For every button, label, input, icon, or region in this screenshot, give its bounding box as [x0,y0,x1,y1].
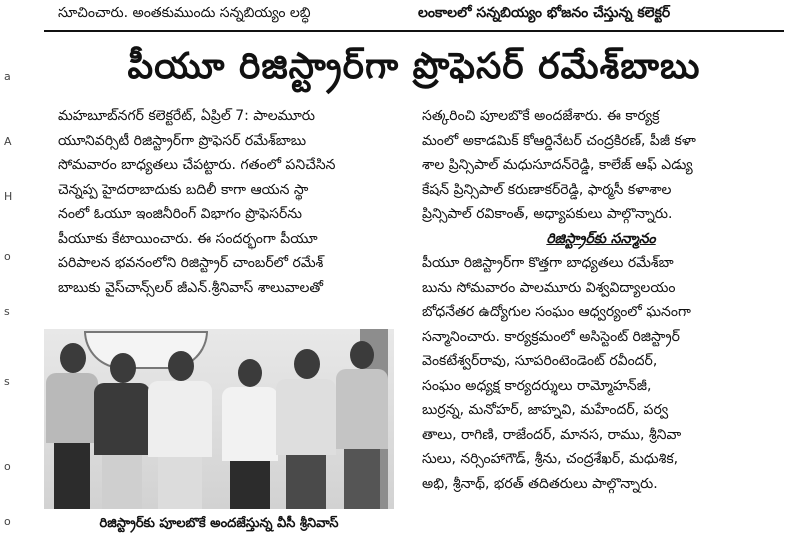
paragraph-line: బును సోమవారం పాలమూరు విశ్వవిద్యాలయం [422,279,676,296]
right-column [422,104,780,496]
paragraph-line: చెన్నప్ప హైదరాబాదుకు బదిలీ కాగా ఆయన స్థా [58,181,309,198]
margin-mark: A [4,135,12,148]
paragraph-line: పరిపాలన భవనంలోని రిజిస్ట్రార్ చాంబర్‌లో రమేశ్ [58,255,324,271]
paragraph-line: సన్మానించారు. కార్యక్రమంలో అసిస్టెంట్ రిజిస్ట్రార్ [422,328,680,345]
paragraph-line: శాల ప్రిన్సిపాల్ మధుసూదన్‌రెడ్డి, కాలేజ్ ఆఫ్ ఎడ్యు [422,157,693,173]
paragraph-line: వెంకటేశ్వర్‌రావు, సూపరింటెండెంట్ రవీందర్, [422,353,658,369]
margin-mark: o [4,515,11,528]
previous-article-tail-left: సూచించారు. అంతకుముందు సన్నబియ్యం లబ్ధి [58,5,311,21]
news-photo [44,329,394,509]
paragraph-line: తాలు, రాగిణి, రాజేందర్, మానస, రాము, శ్రీనివా [422,426,682,443]
paragraph-line: బోధనేతర ఉద్యోగుల సంఘం ఆధ్వర్యంలో ఘనంగా [422,304,691,320]
paragraph-line: పీయూకు కేటాయించారు. ఈ సందర్భంగా పీయూ [58,230,318,247]
paragraph-line: సత్కరించి పూలబొకే అందజేశారు. ఈ కార్యక్ర [422,108,660,124]
person-5 [276,349,336,509]
margin-mark: s [4,375,10,388]
subheading: రిజిస్ట్రార్‌కు సన్మానం [546,230,656,247]
person-6 [336,341,388,509]
paragraph-line: మంలో అకాడమిక్ కోఆర్డినేటర్ చంద్రకిరణ్, పీజీ కళా [422,132,696,149]
left-column [58,104,392,300]
paragraph-line: మహబూబ్‌నగర్ కలెక్టరేట్, ఏప్రిల్ 7: పాలమూరు [58,108,315,124]
margin-mark: o [4,250,11,263]
paragraph-line: సోమవారం బాధ్యతలు చేపట్టారు. గతంలో పనిచేసిన [58,157,336,173]
paragraph-line: సంఘం అధ్యక్ష కార్యదర్శులు రామ్మోహన్‌జీ, [422,377,652,394]
paragraph-line: పీయూ రిజిస్ట్రార్‌గా కొత్తగా బాధ్యతలు రమేశ్‌బా [422,255,674,271]
paragraph-line: బాబుకు వైస్‌చాన్స్‌లర్ జీఎన్.శ్రీనివాస్ శాలువాలతో [58,279,324,296]
headline: పీయూ రిజిస్ట్రార్‌గా ప్రొఫెసర్ రమేశ్‌బాబు [127,46,701,87]
person-3-vice-chancellor [148,351,212,509]
headline-rule [44,30,784,32]
paragraph-line: ప్రిన్సిపాల్ రవికాంత్, అధ్యాపకులు పాల్గొన్నారు. [422,206,673,222]
person-4-registrar [222,359,278,509]
paragraph-line: అభి, శ్రీనాథ్, భరత్ తదితరులు పాల్గొన్నారు. [422,475,658,492]
paragraph-line: యూనివర్సిటీ రిజిస్ట్రార్‌గా ప్రొఫెసర్ రమేశ్‌బాబు [58,132,307,149]
margin-mark: s [4,305,10,318]
photo-caption: రిజిస్ట్రార్‌కు పూలబొకే అందజేస్తున్న వీసీ శ్రీనివాస్ [99,516,339,531]
margin-mark: o [4,460,11,473]
margin-mark: a [4,70,11,83]
paragraph-line: బుర్రన్న, మనోహర్, జాహ్నవి, మహేందర్, పర్వ [422,402,669,418]
paragraph-line: సులు, నర్సింహాగౌడ్, శ్రీను, చంద్రశేఖర్, మధుశిక, [422,451,679,467]
paragraph-line: కేషన్ ప్రిన్సిపాల్ కరుణాకర్‌రెడ్డి, ఫార్మసీ కళాశాల [422,181,672,198]
person-1 [46,343,98,509]
paragraph-line: నంలో ఓయూ ఇంజినీరింగ్ విభాగం ప్రొఫెసర్‌ను [58,206,302,222]
person-2 [94,353,150,509]
margin-mark: H [4,190,13,203]
previous-article-caption-right: లంకాలలో సన్నబియ్యం భోజనం చేస్తున్న కలెక్టర్ [418,5,671,21]
